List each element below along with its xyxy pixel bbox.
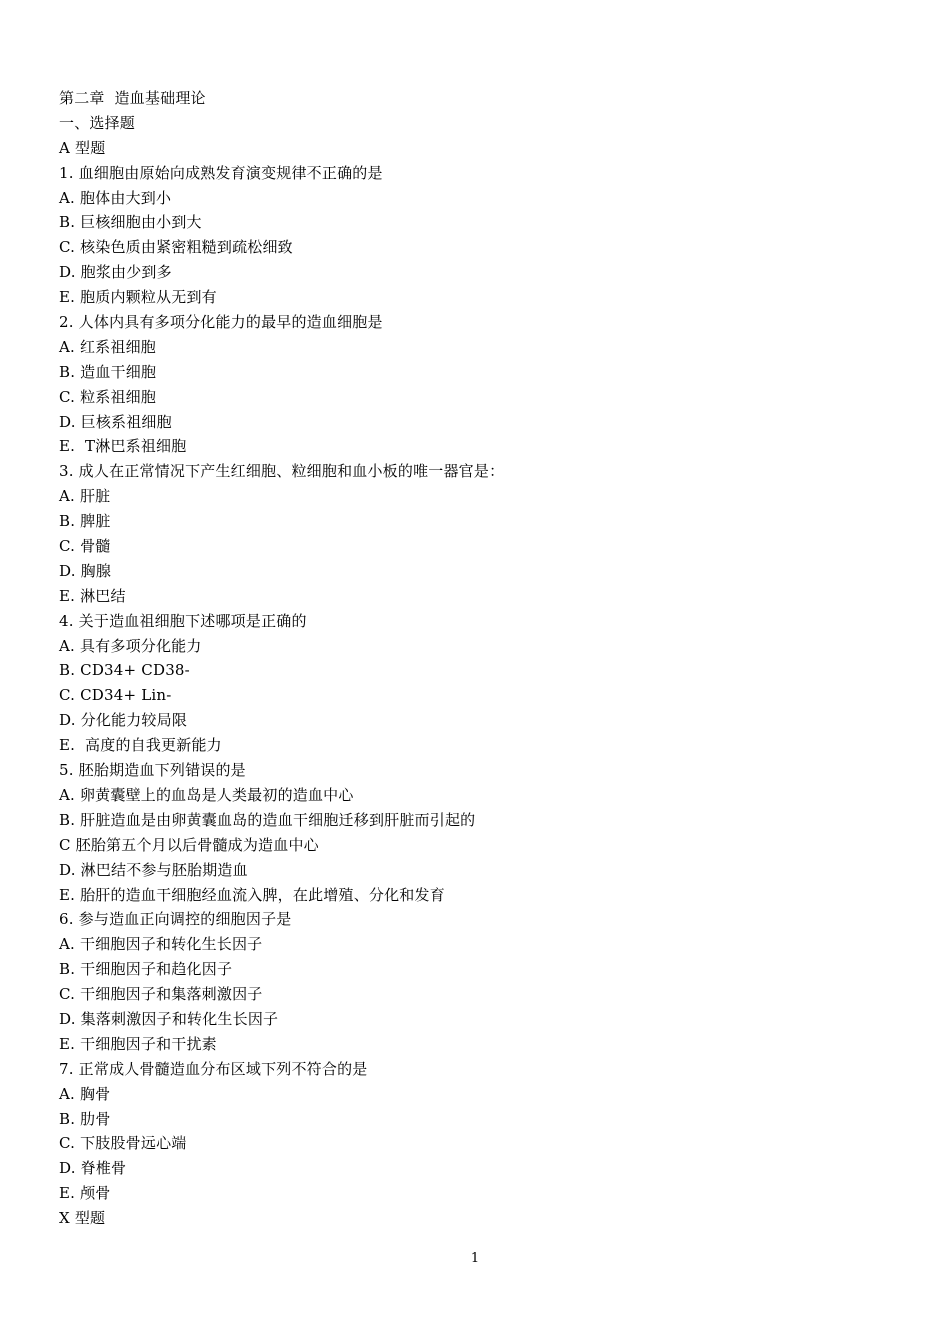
text-line: C. 干细胞因子和集落刺激因子 xyxy=(59,985,263,1004)
text-line: A. 红系祖细胞 xyxy=(59,337,156,356)
text-line: 5. 胚胎期造血下列错误的是 xyxy=(59,761,246,780)
text-line: E. 胞质内颗粒从无到有 xyxy=(59,288,217,307)
text-line: E. 干细胞因子和干扰素 xyxy=(59,1034,217,1053)
text-line: 1. 血细胞由原始向成熟发育演变规律不正确的是 xyxy=(59,163,383,182)
text-line: 3. 成人在正常情况下产生红细胞、粒细胞和血小板的唯一器官是： xyxy=(59,462,505,481)
text-line: D. 分化能力较局限 xyxy=(59,711,188,730)
text-line: B. 干细胞因子和趋化因子 xyxy=(59,960,233,979)
text-line: D. 集落刺激因子和转化生长因子 xyxy=(59,1009,279,1028)
text-line: B. 肝脏造血是由卵黄囊血岛的造血干细胞迁移到肝脏而引起的 xyxy=(59,810,476,829)
text-line: A. 肝脏 xyxy=(59,487,111,506)
text-line: 第二章 造血基础理论 xyxy=(59,89,206,107)
text-line: 7. 正常成人骨髓造血分布区域下列不符合的是 xyxy=(59,1059,368,1078)
text-line: A. 干细胞因子和转化生长因子 xyxy=(59,935,263,954)
text-line: C. 下肢股骨远心端 xyxy=(59,1134,187,1153)
text-line: 4. 关于造血祖细胞下述哪项是正确的 xyxy=(59,611,307,630)
text-line: D. 淋巴结不参与胚胎期造血 xyxy=(59,860,248,879)
text-line: B. 巨核细胞由小到大 xyxy=(59,213,202,232)
text-line: 6. 参与造血正向调控的细胞因子是 xyxy=(59,910,292,929)
text-line: C. 骨髓 xyxy=(59,537,111,556)
text-line: D. 胞浆由少到多 xyxy=(59,263,172,282)
document-body xyxy=(59,86,899,1231)
text-line: C. 粒系祖细胞 xyxy=(59,387,157,406)
text-line: D. 脊椎骨 xyxy=(59,1159,127,1178)
text-line: A. 胸骨 xyxy=(59,1084,111,1103)
text-line: E. 淋巴结 xyxy=(59,586,126,605)
text-line: E. T淋巴系祖细胞 xyxy=(59,437,187,456)
text-line: 一、选择题 xyxy=(59,113,136,132)
text-line: E. 胎肝的造血干细胞经血流入脾，在此增殖、分化和发育 xyxy=(59,885,445,904)
text-line: A. 具有多项分化能力 xyxy=(59,636,202,655)
text-line: E. 颅骨 xyxy=(59,1184,111,1203)
text-line: B. CD34+ CD38- xyxy=(59,661,190,680)
text-line: C 胚胎第五个月以后骨髓成为造血中心 xyxy=(59,835,319,854)
text-line: B. 脾脏 xyxy=(59,512,111,531)
text-line: A. 卵黄囊壁上的血岛是人类最初的造血中心 xyxy=(59,785,354,804)
text-line: D. 胸腺 xyxy=(59,561,112,580)
text-line: C. 核染色质由紧密粗糙到疏松细致 xyxy=(59,238,293,257)
text-line: A 型题 xyxy=(59,138,106,157)
text-line: 2. 人体内具有多项分化能力的最早的造血细胞是 xyxy=(59,313,383,332)
text-line: D. 巨核系祖细胞 xyxy=(59,412,172,431)
text-line: E. 高度的自我更新能力 xyxy=(59,736,222,755)
text-line: A. 胞体由大到小 xyxy=(59,188,172,207)
page-number: 1 xyxy=(470,1251,480,1266)
text-line: C. CD34+ Lin- xyxy=(59,686,172,705)
text-line: B. 造血干细胞 xyxy=(59,362,157,381)
text-line: B. 肋骨 xyxy=(59,1109,111,1128)
text-line: X 型题 xyxy=(59,1209,106,1228)
